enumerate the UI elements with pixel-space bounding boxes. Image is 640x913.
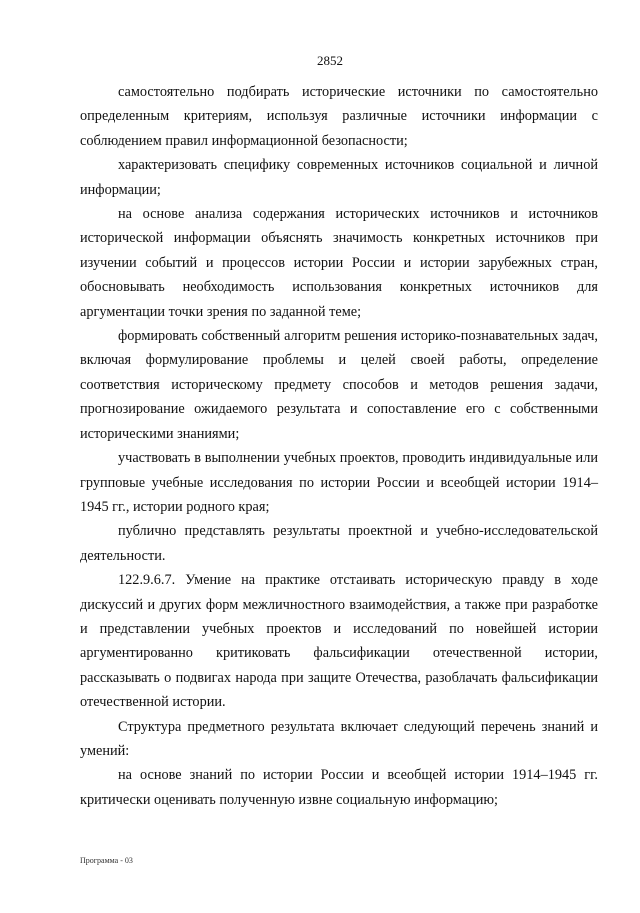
paragraph-algorithm: формировать собственный алгоритм решения историко-познавательных задач, включая формулирование проблемы и целей своей работы, определение соответствия историческому предмету способов и методов решения задачи, прогнозирование ожидаемого результата и сопоставление его с собственными историческими знаниями; bbox=[80, 328, 598, 442]
footer-label: Программа - 03 bbox=[80, 856, 133, 865]
paragraph-sources-characteristics: характеризовать специфику современных источников социальной и личной информации; bbox=[80, 157, 598, 198]
paragraph-sources-analysis: на основе анализа содержания исторических источников и источников исторической информации объяснять значимость конкретных источников при изучении событий и процессов истории России и истории зарубежных стран, обосновывать необходимость использования конкретных источников для аргументации точки зрения по заданной теме; bbox=[80, 206, 598, 320]
paragraph-critical-evaluation: на основе знаний по истории России и всеобщей истории 1914–1945 гг. критически оценивать полученную извне социальную информацию; bbox=[80, 767, 598, 808]
paragraph-section-122-9-6-7: 122.9.6.7. Умение на практике отстаивать историческую правду в ходе дискуссий и других форм межличностного взаимодействия, а также при разработке и представлении учебных проектов и исследований по новейшей истории аргументированно критиковать фальсификации отечественной истории, рассказывать о подвигах народа при защите Отечества, разоблачать фальсификации отечественной истории. bbox=[80, 572, 598, 711]
paragraph-sources-selection: самостоятельно подбирать исторические источники по самостоятельно определенным критериям, используя различные источники информации с соблюдением правил информационной безопасности; bbox=[80, 84, 598, 149]
page-number: 2852 bbox=[317, 53, 343, 68]
paragraph-projects: участвовать в выполнении учебных проектов, проводить индивидуальные или групповые учебные исследования по истории России и всеобщей истории 1914–1945 гг., истории родного края; bbox=[80, 450, 598, 515]
paragraph-structure: Структура предметного результата включает следующий перечень знаний и умений: bbox=[80, 718, 598, 759]
document-body bbox=[80, 80, 598, 812]
paragraph-presentation: публично представлять результаты проектной и учебно-исследовательской деятельности. bbox=[80, 523, 598, 564]
